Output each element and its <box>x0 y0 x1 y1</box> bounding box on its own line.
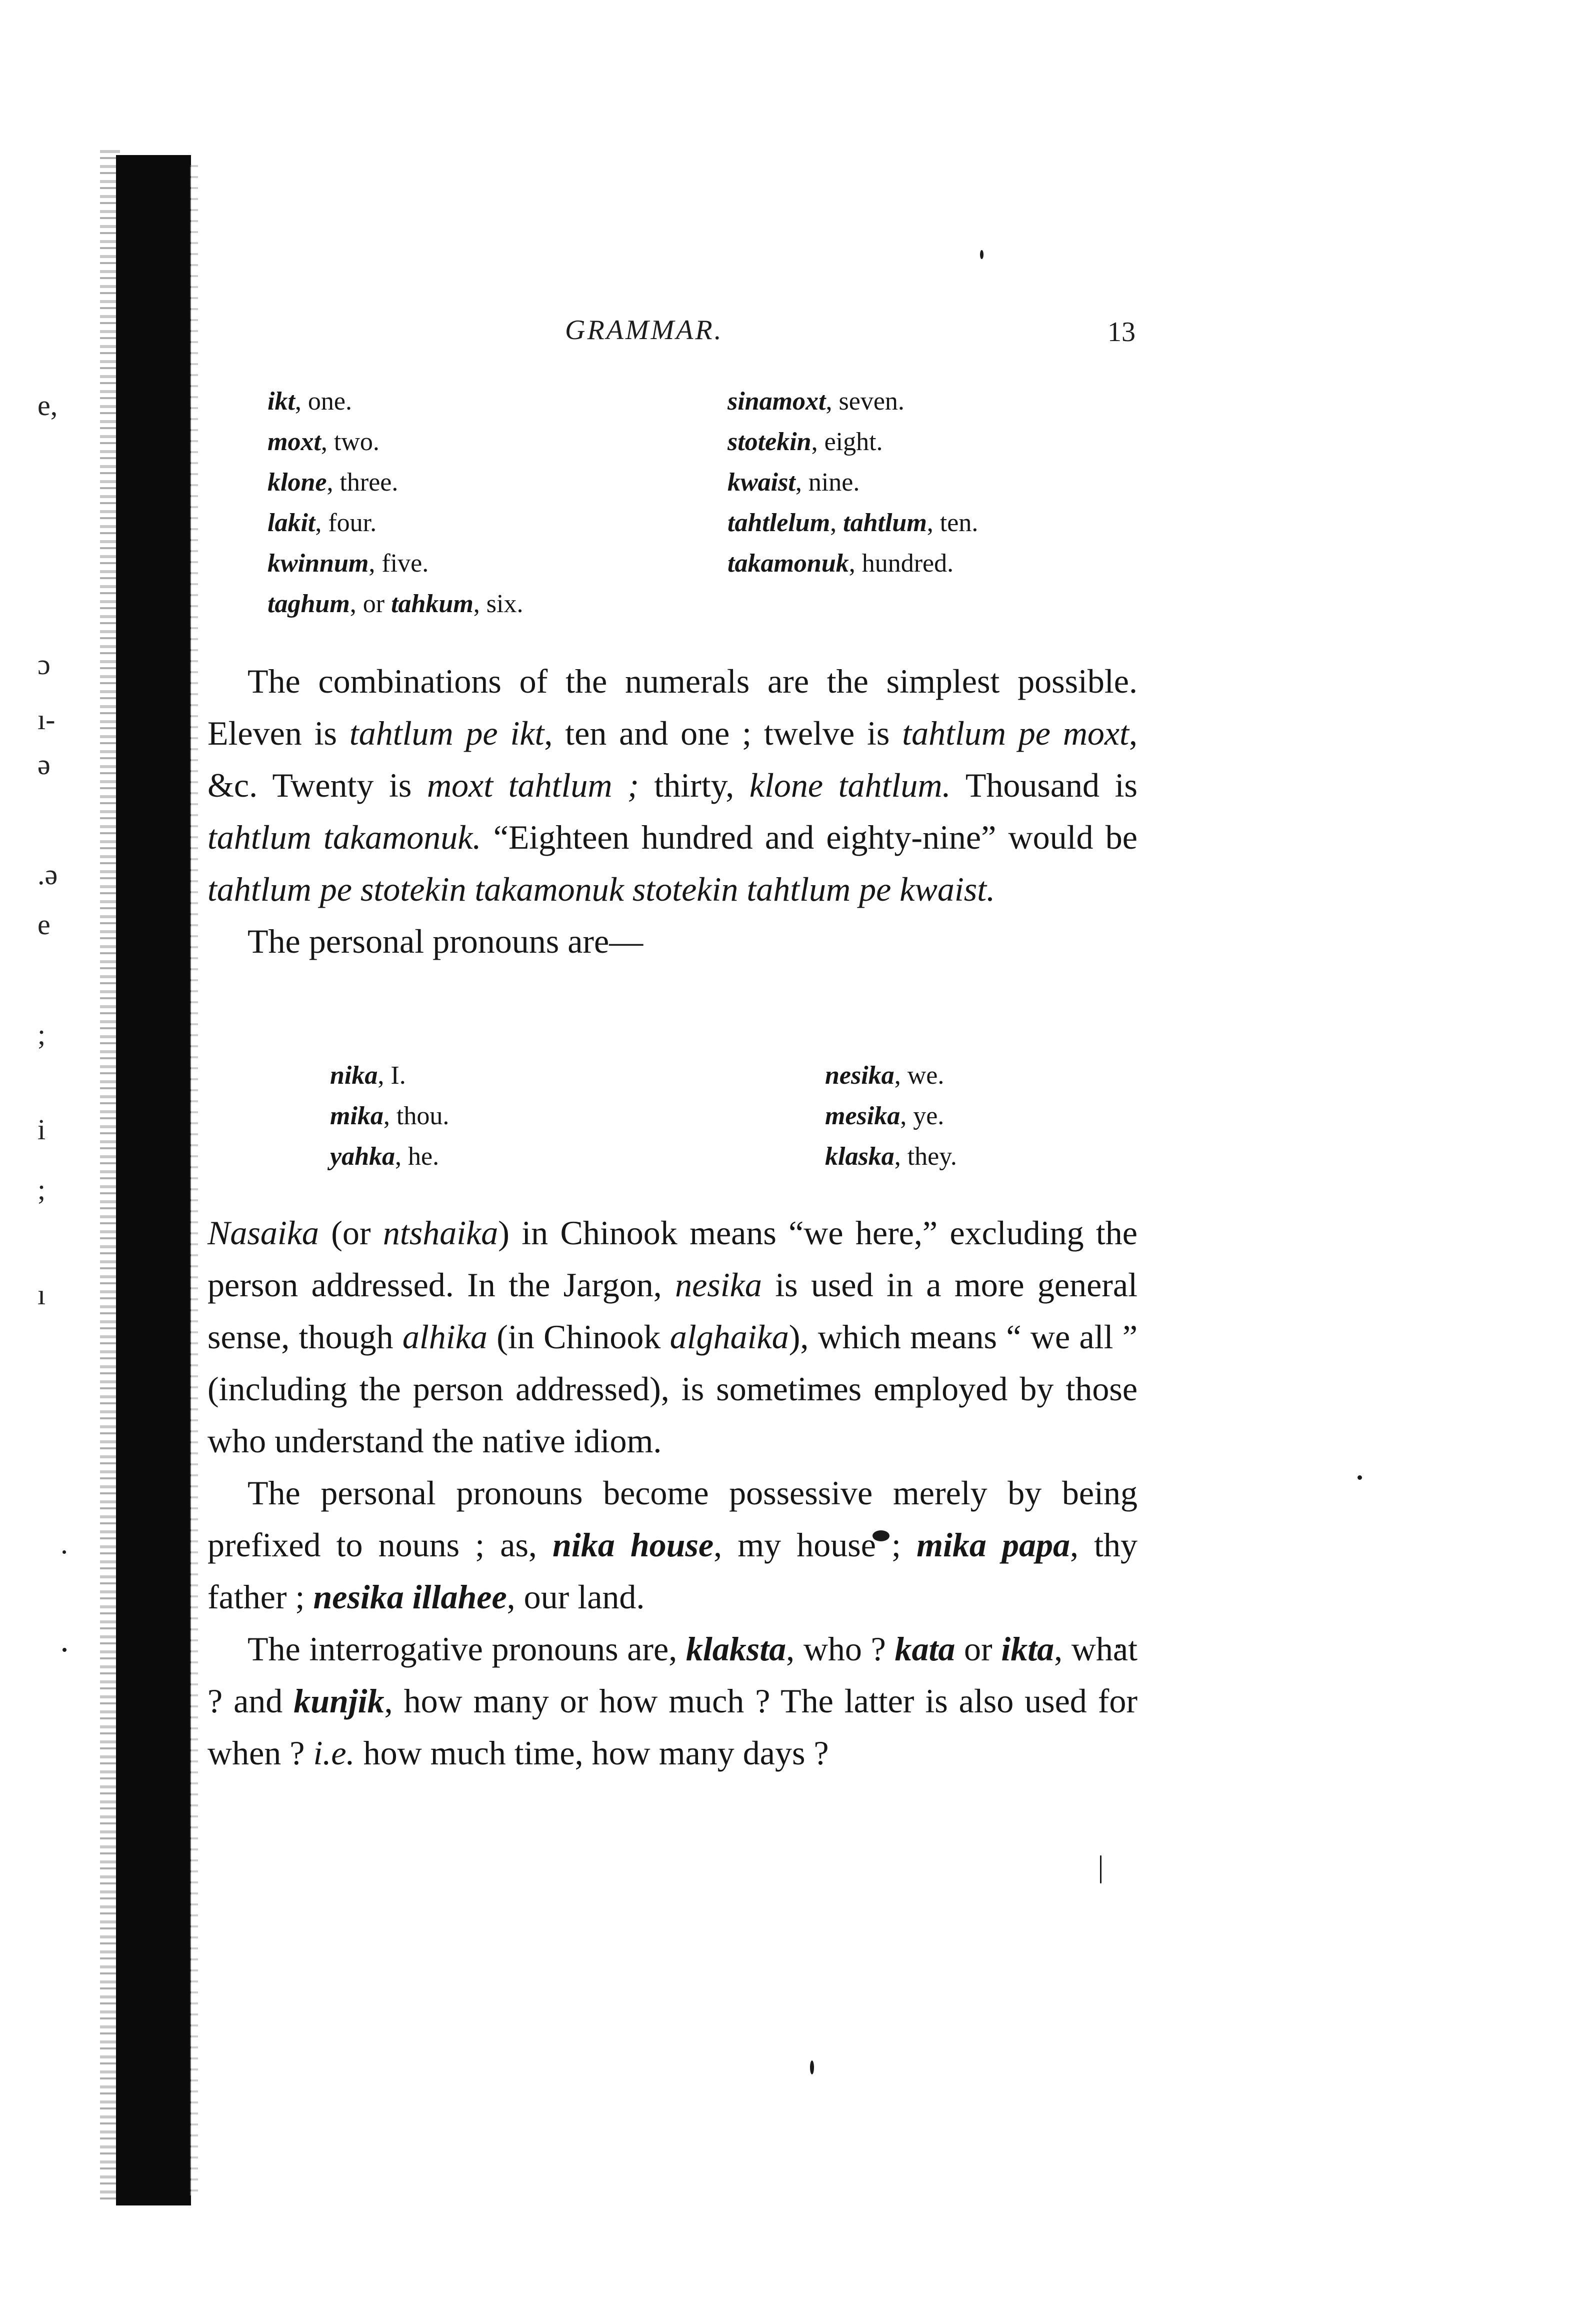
ink-mark <box>1100 1855 1102 1883</box>
chinook-term: alghaika <box>670 1318 789 1356</box>
numeral-gloss: , eight. <box>811 428 883 456</box>
chinook-term: Nasaika <box>208 1214 319 1252</box>
numeral-entry <box>268 503 523 543</box>
paragraph-interrogative <box>208 1623 1138 1779</box>
text-run: or <box>955 1630 1002 1668</box>
pronoun-entry <box>825 1096 957 1136</box>
pronoun-gloss: , we. <box>894 1061 944 1090</box>
ink-speck <box>62 1550 66 1554</box>
jargon-term: tahtlum pe ikt <box>349 714 544 752</box>
pronouns-singular-column <box>330 1055 449 1177</box>
pronoun-gloss: , he. <box>395 1142 440 1171</box>
pronoun-word: yahka <box>330 1142 395 1171</box>
text-run: , &c. Twenty is <box>208 714 1138 804</box>
numeral-gloss: , ten. <box>926 509 978 537</box>
numeral-entry <box>268 381 523 422</box>
numeral-gloss: , one. <box>294 387 352 416</box>
margin-fragment: ı- <box>38 703 56 736</box>
margin-fragment: ə <box>38 748 50 781</box>
numeral-connector: , <box>830 509 844 537</box>
binding-gutter <box>116 155 191 2205</box>
numeral-entry <box>268 462 523 503</box>
text-run: The interrogative pronouns are, <box>248 1630 686 1668</box>
paragraph-nasaika <box>208 1207 1138 1467</box>
ink-speck <box>1358 1475 1362 1480</box>
numeral-entry <box>728 381 978 422</box>
pronoun-word: klaska <box>825 1142 894 1171</box>
numeral-gloss: , hundred. <box>848 549 954 578</box>
numeral-gloss: , two. <box>320 428 380 456</box>
ink-speck <box>810 2060 814 2074</box>
paragraph-possessive <box>208 1467 1138 1623</box>
numeral-entry <box>268 543 523 584</box>
jargon-term: klone tahtlum. <box>749 766 951 804</box>
jargon-term: tahtlum takamonuk. <box>208 818 482 856</box>
text-run: , thy father ; <box>208 1526 1138 1616</box>
pronoun-word: mesika <box>825 1102 900 1130</box>
pronoun-word: mika <box>330 1102 384 1130</box>
text-run: , my house ; <box>714 1526 917 1564</box>
numerals-right-column <box>728 381 978 584</box>
text-run: (in Chinook <box>487 1318 670 1356</box>
margin-fragment: e, <box>38 389 58 422</box>
text-run: , our land. <box>506 1578 645 1616</box>
pronoun-entry <box>330 1055 449 1096</box>
numeral-connector: , or <box>350 590 392 618</box>
numeral-word: kwaist <box>728 468 796 497</box>
numeral-word: ikt <box>268 387 295 416</box>
pronoun-word: nika <box>330 1061 378 1090</box>
text-run: how much time, how many days ? <box>354 1734 829 1772</box>
margin-fragment: .ə <box>38 858 58 891</box>
jargon-term: nika house <box>552 1526 714 1564</box>
numeral-word: tahtlelum <box>728 509 830 537</box>
jargon-term: tahtlum pe moxt <box>902 714 1129 752</box>
numeral-entry <box>728 503 978 543</box>
pronoun-entry <box>825 1136 957 1177</box>
numeral-entry <box>728 543 978 584</box>
jargon-term: moxt tahtlum ; <box>426 766 639 804</box>
chinook-term: ntshaika <box>382 1214 498 1252</box>
numeral-entry <box>728 462 978 503</box>
ink-speck <box>980 250 984 259</box>
text-run: , who ? <box>786 1630 895 1668</box>
jargon-term: kata <box>894 1630 956 1668</box>
margin-fragment: i <box>38 1113 46 1146</box>
numeral-word: sinamoxt <box>728 387 826 416</box>
text-run: (or <box>318 1214 383 1252</box>
pronoun-word: nesika <box>825 1061 894 1090</box>
abbreviation: i.e. <box>313 1734 355 1772</box>
pronoun-gloss: , they. <box>894 1142 957 1171</box>
numeral-word: kwinnum <box>268 549 369 578</box>
paragraph-numeral-combinations <box>208 655 1138 915</box>
pronoun-gloss: , thou. <box>383 1102 450 1130</box>
text-run: The combinations of the numerals are the simplest possible. Eleven is <box>208 662 1138 752</box>
numeral-entry <box>268 422 523 462</box>
jargon-term: ikta <box>1001 1630 1054 1668</box>
numeral-gloss: , nine. <box>795 468 860 497</box>
jargon-term: nesika illahee <box>313 1578 507 1616</box>
numeral-gloss: , four. <box>315 509 377 537</box>
text-run: “Eighteen hundred and eighty-nine” would be <box>481 818 1138 856</box>
pronoun-entry <box>330 1136 449 1177</box>
page-number: 13 <box>1108 317 1136 348</box>
text-run: The personal pronouns become possessive merely by being prefixed to nouns ; as, <box>208 1474 1138 1564</box>
text-run: ) in Chinook means “we here,” excluding the person addressed. In the Jargon, <box>208 1214 1138 1304</box>
pronoun-entry <box>825 1055 957 1096</box>
numeral-word: stotekin <box>728 428 812 456</box>
pronoun-entry <box>330 1096 449 1136</box>
numeral-entry <box>728 422 978 462</box>
text-run: , ten and one ; twelve is <box>544 714 902 752</box>
numeral-entry <box>268 584 523 624</box>
numeral-gloss: , five. <box>368 549 429 578</box>
numeral-word: tahkum <box>391 590 474 618</box>
margin-fragment: ; <box>38 1173 46 1206</box>
gutter-edge <box>190 165 198 2195</box>
jargon-term: alhika <box>402 1318 488 1356</box>
margin-fragment: ɔ <box>38 648 50 681</box>
numerals-left-column <box>268 381 523 624</box>
pronoun-gloss: , ye. <box>900 1102 944 1130</box>
text-run: is used in a more general sense, though <box>208 1266 1138 1356</box>
numeral-word: moxt <box>268 428 321 456</box>
jargon-term: klaksta <box>686 1630 786 1668</box>
pronoun-gloss: , I. <box>378 1061 406 1090</box>
running-head: GRAMMAR. <box>565 315 724 346</box>
ink-speck <box>62 1648 66 1652</box>
jargon-term: kunjik <box>294 1682 384 1720</box>
margin-fragment: e <box>38 908 50 941</box>
numeral-word: tahtlum <box>843 509 927 537</box>
text-run: , how many or how much ? The latter is also used for when ? <box>208 1682 1138 1772</box>
text-run: , what ? and <box>208 1630 1138 1720</box>
numeral-gloss: , six. <box>473 590 524 618</box>
body-text-upper <box>208 655 1138 967</box>
numeral-word: klone <box>268 468 327 497</box>
numeral-word: taghum <box>268 590 350 618</box>
text-run: Thousand is <box>950 766 1138 804</box>
margin-fragment: ı <box>38 1278 46 1311</box>
numeral-word: takamonuk <box>728 549 849 578</box>
body-text-lower <box>208 1207 1138 1779</box>
text-run: ), which means “ we all ” (including the person addressed), is sometimes employed by those who understand the native idiom. <box>208 1318 1138 1460</box>
paragraph-personal-pronouns-intro: The personal pronouns are— <box>248 922 644 960</box>
jargon-term: tahtlum pe stotekin takamonuk stotekin tahtlum pe kwaist. <box>208 870 996 908</box>
jargon-term: mika papa <box>916 1526 1070 1564</box>
text-run: thirty, <box>638 766 750 804</box>
pronouns-plural-column <box>825 1055 957 1177</box>
jargon-term: nesika <box>675 1266 762 1304</box>
numeral-gloss: , three. <box>326 468 398 497</box>
numeral-word: lakit <box>268 509 316 537</box>
numeral-gloss: , seven. <box>826 387 904 416</box>
margin-fragment: ; <box>38 1018 46 1051</box>
